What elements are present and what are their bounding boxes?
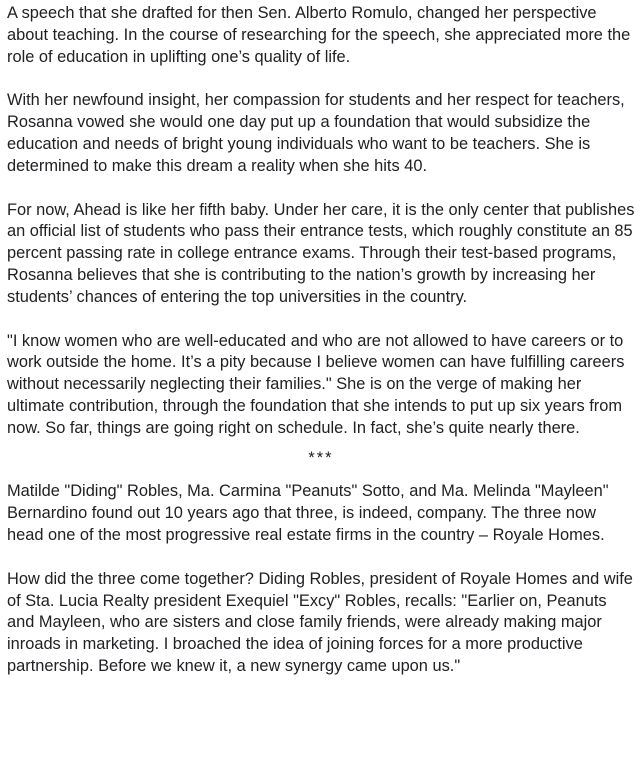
paragraph-ahead-center: For now, Ahead is like her fifth baby. Under her care, it is the only center that publishes an official list of students who pass their entrance tests, which roughly constitute an 85 percent passing rate in college entrance exams. Through their test-based programs, Rosanna believes that she is contributing to the nation’s growth by increasing her students’ chances of entering the top universities in the country. bbox=[7, 200, 635, 306]
paragraph-women-careers: "I know women who are well-educated and who are not allowed to have careers or to work outside the home. It’s a pity because I believe women can have fulfilling careers without necessarily neglecting their families." She is on the verge of making her ultimate contribution, through the foundation that she intends to put up six years from now. So far, things are going right on schedule. In fact, she’s quite nearly there. bbox=[7, 331, 625, 437]
paragraph-speech: A speech that she drafted for then Sen. Alberto Romulo, changed her perspective about teaching. In the course of researching for the speech, she appreciated more the role of education in uplifting one’s quality of life. bbox=[7, 4, 631, 66]
paragraph-foundation-vow: With her newfound insight, her compassion for students and her respect for teachers, Rosanna vowed she would one day put up a foundation that would subsidize the education and needs of bright young individuals who want to be teachers. She is determined to make this dream a reality when she hits 40. bbox=[7, 91, 625, 175]
section-divider: *** bbox=[308, 448, 334, 467]
paragraph-royale-homes: Matilde "Diding" Robles, Ma. Carmina "Peanuts" Sotto, and Ma. Melinda "Mayleen" Bernardino found out 10 years ago that three, is indeed, company. The three now head one of the most progressive real estate firms in the country – Royale Homes. bbox=[7, 482, 609, 544]
paragraph-three-together: How did the three come together? Diding Robles, president of Royale Homes and wife of Sta. Lucia Realty president Exequiel "Excy" Robles, recalls: "Earlier on, Peanuts and Mayleen, who are sisters and close family friends, were already making major inroads in marketing. I broached the idea of joining forces for a more productive partnership. Before we knew it, a new synergy came upon us." bbox=[7, 569, 633, 675]
